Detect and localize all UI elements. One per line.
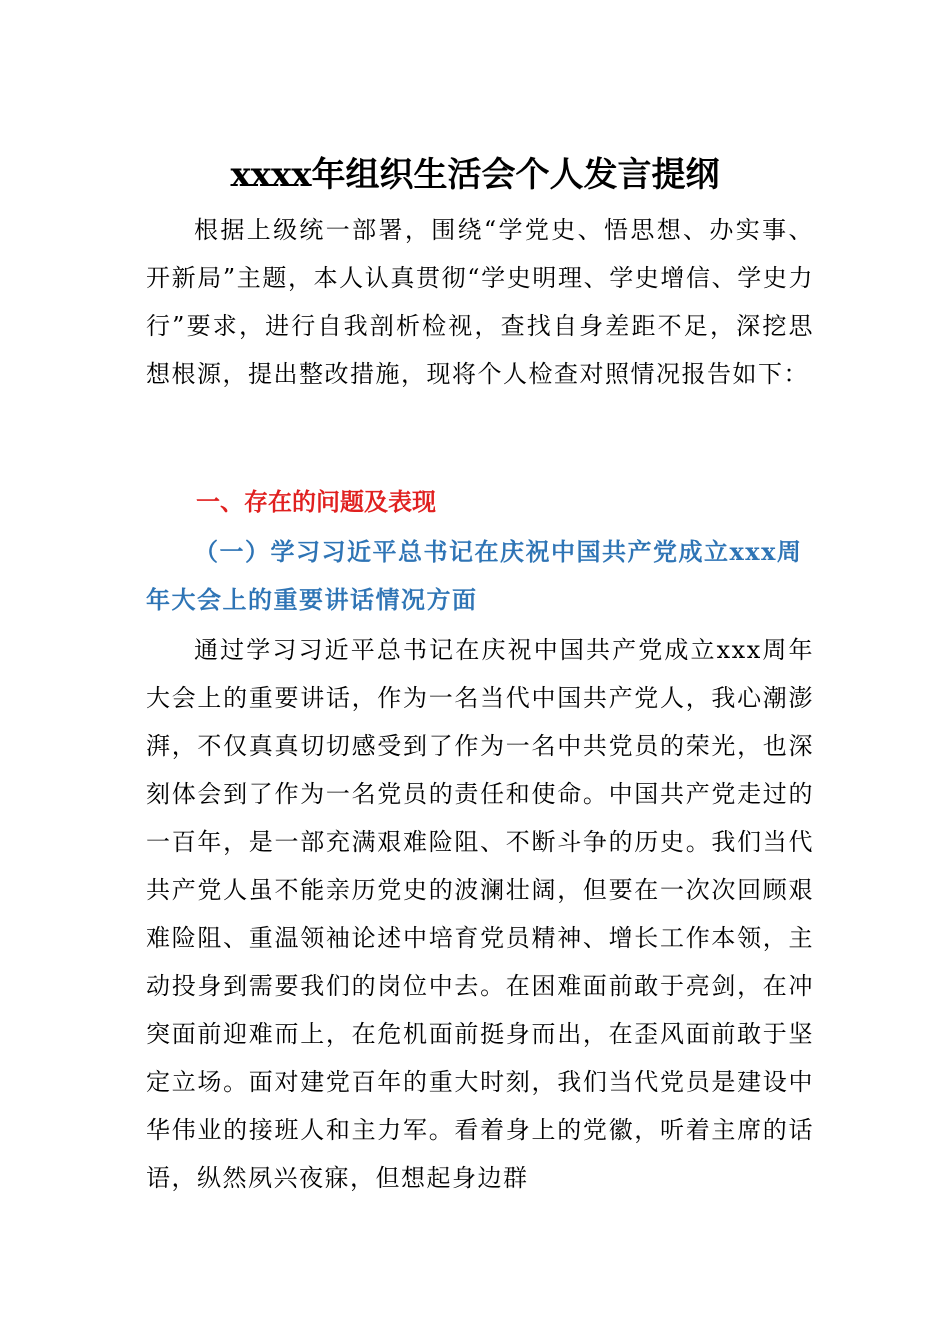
document-title: xxxx年组织生活会个人发言提纲 xyxy=(230,155,720,195)
body-paragraph: 通过学习习近平总书记在庆祝中国共产党成立xxx周年大会上的重要讲话，作为一名当代中国共产党人，我心潮澎湃，不仅真真切切感受到了作为一名中共党员的荣光，也深刻体会到了作为一名党员的责任和使命。中国共产党走过的一百年，是一部充满艰难险阻、不断斗争的历史。我们当代共产党人虽不能亲历党史的波澜壮阔，但要在一次次回顾艰难险阻、重温领袖论述中培育党员精神、增长工作本领，主动投身到需要我们的岗位中去。在困难面前敢于亮剑，在冲突面前迎难而上，在危机面前挺身而出，在歪风面前敢于坚定立场。面对建党百年的重大时刻，我们当代党员是建设中华伟业的接班人和主力军。看着身上的党徽，听着主席的话语，纵然夙兴夜寐，但想起身边群 xyxy=(146,636,814,1192)
section-heading: 一、存在的问题及表现 xyxy=(196,488,436,516)
sub-heading: （一）学习习近平总书记在庆祝中国共产党成立xxx周年大会上的重要讲话情况方面 xyxy=(146,537,803,614)
intro-paragraph: 根据上级统一部署，围绕“学党史、悟思想、办实事、开新局”主题，本人认真贯彻“学史明理、学史增信、学史力行”要求，进行自我剖析检视，查找自身差距不足，深挖思想根源，提出整改措施，现将个人检查对照情况报告如下： xyxy=(146,216,814,388)
